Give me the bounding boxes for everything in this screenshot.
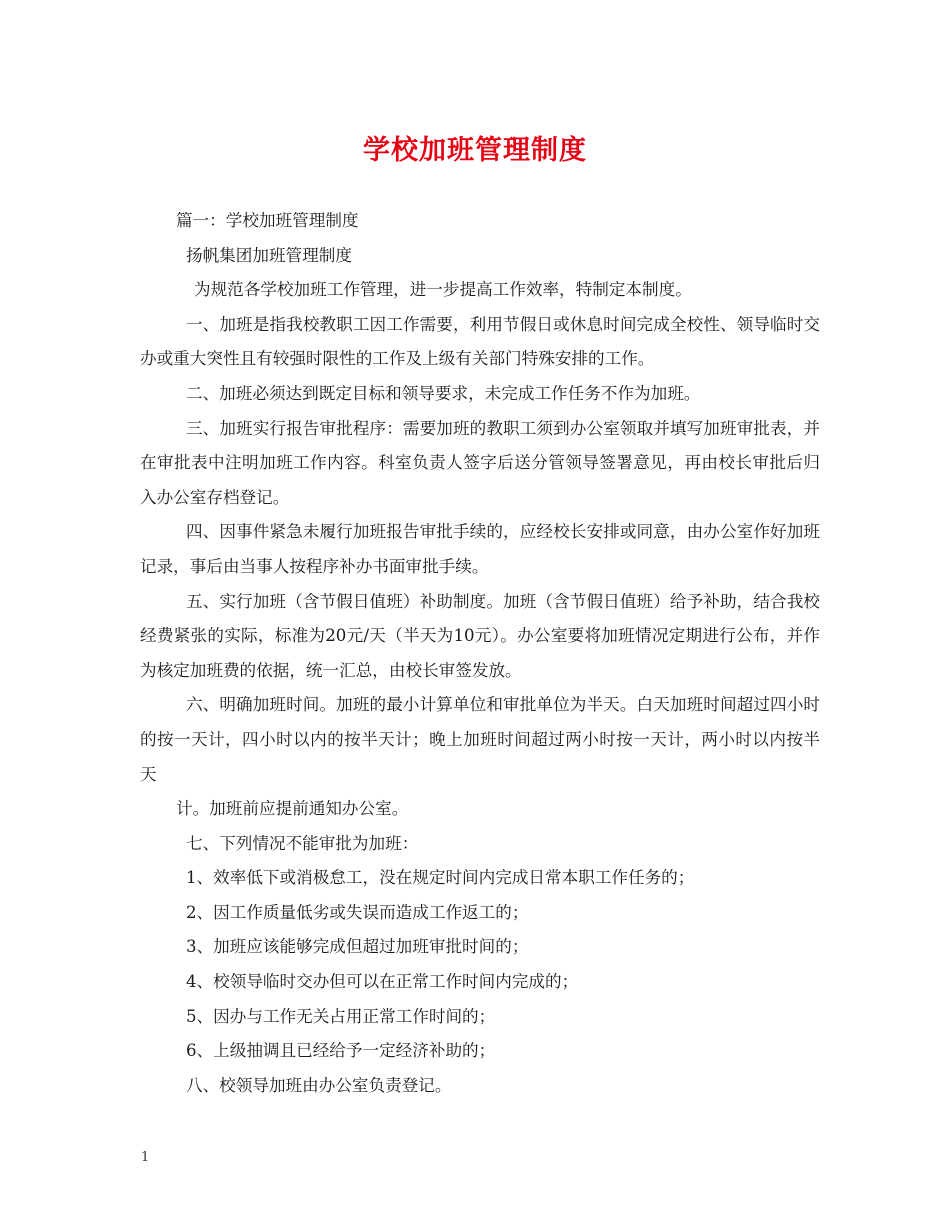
document-body	[140, 204, 820, 1103]
list-item: 4、校领导临时交办但可以在正常工作时间内完成的；	[186, 972, 579, 992]
document-title: 学校加班管理制度	[363, 135, 587, 166]
list-item: 6、上级抽调且已经给予一定经济补助的；	[186, 1041, 496, 1061]
clause-3: 三、加班实行报告审批程序：需要加班的教职工须到办公室领取并填写加班审批表，并在审批表中注明加班工作内容。科室负责人签字后送分管领导签署意见，再由校长审批后归入办公室存档登记。	[140, 418, 820, 507]
clause-8: 八、校领导加班由办公室负责登记。	[186, 1075, 452, 1095]
list-item: 1、效率低下或消极怠工，没在规定时间内完成日常本职工作任务的；	[186, 868, 695, 888]
clause-4: 四、因事件紧急未履行加班报告审批手续的，应经校长安排或同意，由办公室作好加班记录，事后由当事人按程序补办书面审批手续。	[140, 522, 820, 576]
section-heading: 篇一：学校加班管理制度	[176, 211, 359, 230]
list-item: 2、因工作质量低劣或失误而造成工作返工的；	[186, 902, 529, 922]
clause-6: 六、明确加班时间。加班的最小计算单位和审批单位为半天。白天加班时间超过四小时的按一天计，四小时以内的按半天计；晚上加班时间超过两小时按一天计，两小时以内按半天	[140, 695, 820, 784]
clause-2: 二、加班必须达到既定目标和领导要求，未完成工作任务不作为加班。	[186, 383, 701, 403]
clause-5: 五、实行加班（含节假日值班）补助制度。加班（含节假日值班）给予补助，结合我校经费紧张的实际，标准为20元/天（半天为10元）。办公室要将加班情况定期进行公布，并作为核定加班费的依据，统一汇总，由校长审签发放。	[140, 591, 820, 680]
clause-6-continued: 计。加班前应提前通知办公室。	[176, 799, 409, 819]
subtitle: 扬帆集团加班管理制度	[186, 245, 352, 265]
list-item: 3、加班应该能够完成但超过加班审批时间的；	[186, 937, 529, 957]
clause-7: 七、下列情况不能审批为加班：	[186, 833, 419, 853]
clause-1: 一、加班是指我校教职工因工作需要，利用节假日或休息时间完成全校性、领导临时交办或重大突性且有较强时限性的工作及上级有关部门特殊安排的工作。	[140, 314, 820, 369]
list-item: 5、因办与工作无关占用正常工作时间的；	[186, 1006, 496, 1026]
intro-paragraph: 为规范各学校加班工作管理，进一步提高工作效率，特制定本制度。	[194, 280, 692, 300]
page-number: 1	[141, 1150, 150, 1165]
